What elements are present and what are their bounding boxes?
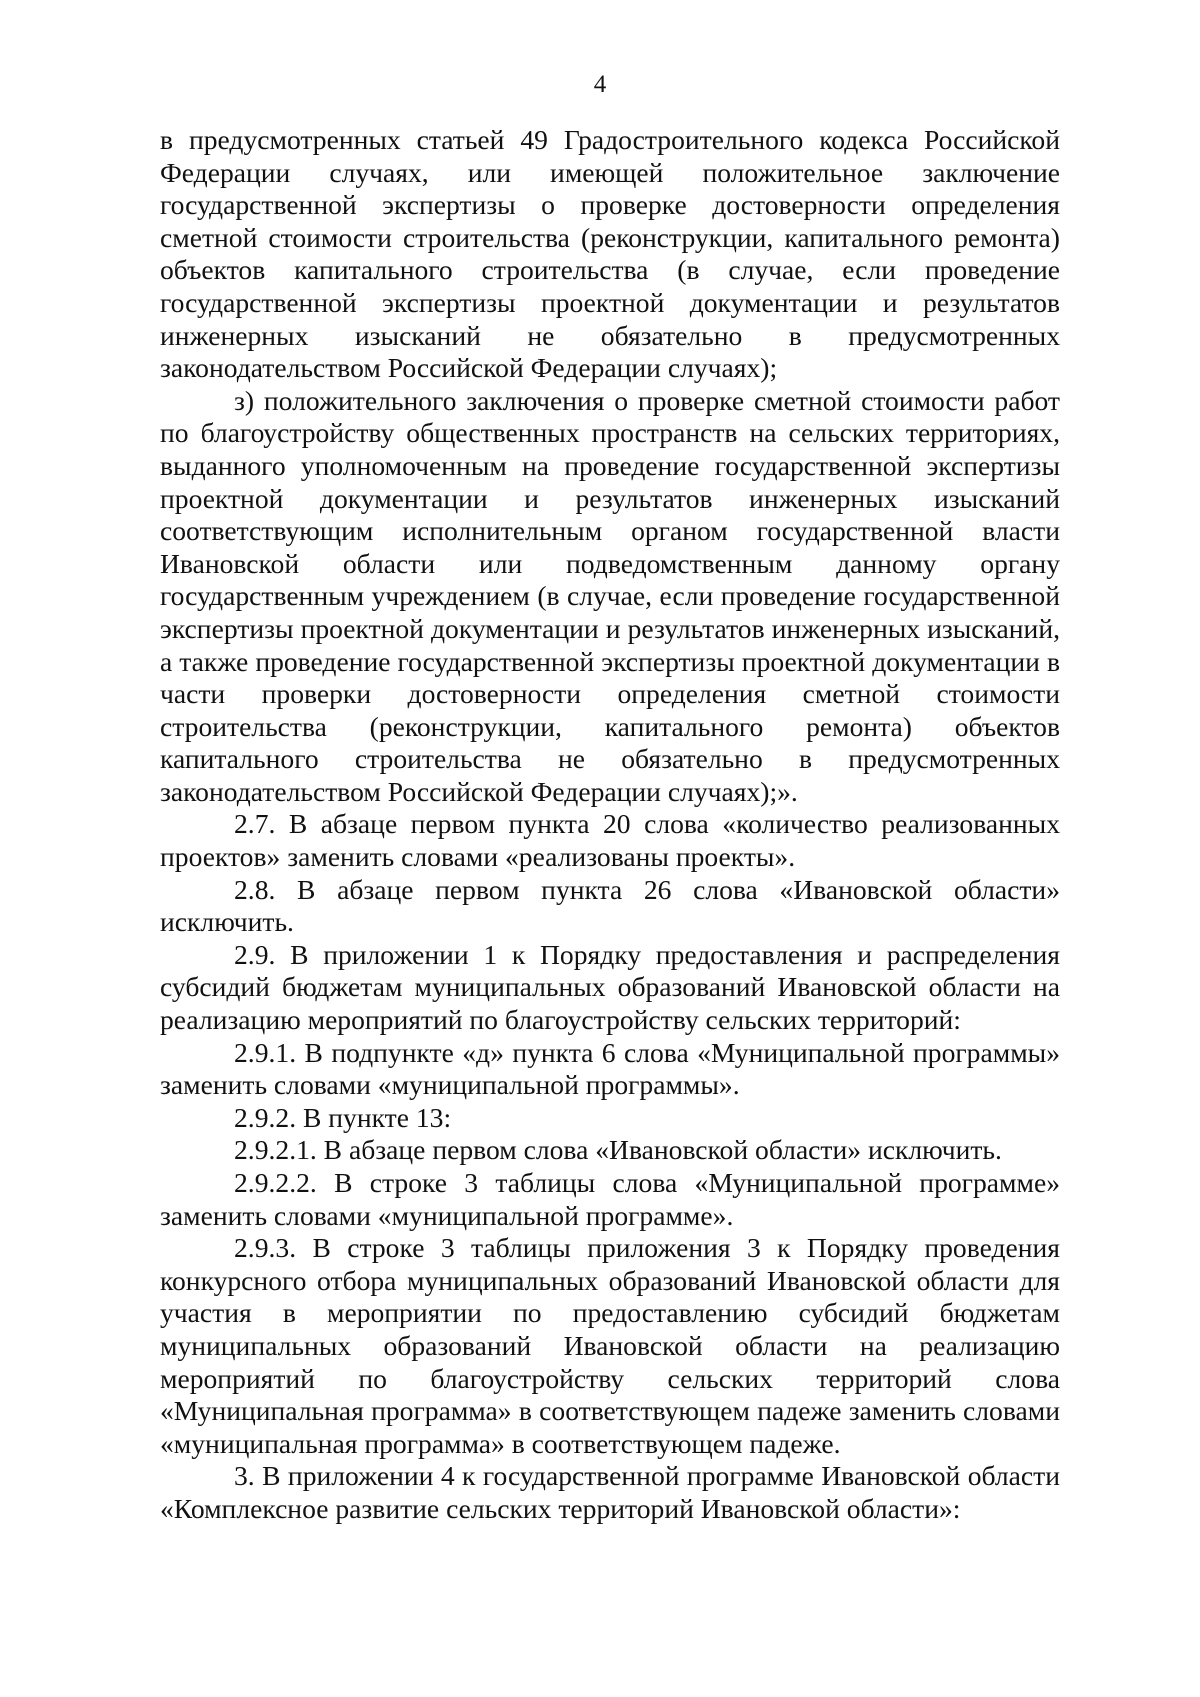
paragraph-2-9: 2.9. В приложении 1 к Порядку предоставления и распределения субсидий бюджетам муниципальных образований Ивановской области на реализацию мероприятий по благоустройству сельских территорий: <box>160 938 1060 1036</box>
paragraph-3: 3. В приложении 4 к государственной программе Ивановской области «Комплексное развитие сельских территорий Ивановской области»: <box>160 1460 1060 1524</box>
paragraph-2-9-2-2: 2.9.2.2. В строке 3 таблицы слова «Муниципальной программе» заменить словами «муниципальной программе». <box>160 1167 1060 1231</box>
paragraph-2-9-1: 2.9.1. В подпункте «д» пункта 6 слова «Муниципальной программы» заменить словами «муниципальной программы». <box>160 1036 1060 1101</box>
page-number: 4 <box>593 71 607 98</box>
document-body <box>160 124 1060 1526</box>
paragraph-subitem-z: з) положительного заключения о проверке сметной стоимости работ по благоустройству общественных пространств на сельских территориях, выданного уполномоченным на проведение государственной экспертизы проектной документации и результатов инженерных изысканий соответствующим исполнительным органом государственной власти Ивановской области или подведомственным данному органу государственным учреждением (в случае, если проведение государственной экспертизы проектной документации и результатов инженерных изысканий, а также проведение государственной экспертизы проектной документации в части проверки достоверности определения сметной стоимости строительства (реконструкции, капитального ремонта) объектов капитального строительства не обязательно в предусмотренных законодательством Российской Федерации случаях);». <box>160 384 1060 807</box>
paragraph-2-8: 2.8. В абзаце первом пункта 26 слова «Ивановской области» исключить. <box>160 873 1060 938</box>
paragraph-continuation: в предусмотренных статьей 49 Градостроительного кодекса Российской Федерации случаях, или имеющей положительное заключение государственной экспертизы о проверке достоверности определения сметной стоимости строительства (реконструкции, капитального ремонта) объектов капитального строительства (в случае, если проведение государственной экспертизы проектной документации и результатов инженерных изысканий не обязательно в предусмотренных законодательством Российской Федерации случаях); <box>160 124 1060 384</box>
paragraph-2-7: 2.7. В абзаце первом пункта 20 слова «количество реализованных проектов» заменить словами «реализованы проекты». <box>160 808 1060 873</box>
paragraph-2-9-2-1: 2.9.2.1. В абзаце первом слова «Ивановской области» исключить. <box>234 1134 1002 1166</box>
paragraph-2-9-3: 2.9.3. В строке 3 таблицы приложения 3 к Порядку проведения конкурсного отбора муниципальных образований Ивановской области для участия в мероприятии по предоставлению субсидий бюджетам муниципальных образований Ивановской области на реализацию мероприятий по благоустройству сельских территорий слова «Муниципальная программа» в соответствующем падеже заменить словами «муниципальная программа» в соответствующем падеже. <box>160 1232 1060 1459</box>
paragraph-2-9-2: 2.9.2. В пункте 13: <box>234 1101 452 1133</box>
